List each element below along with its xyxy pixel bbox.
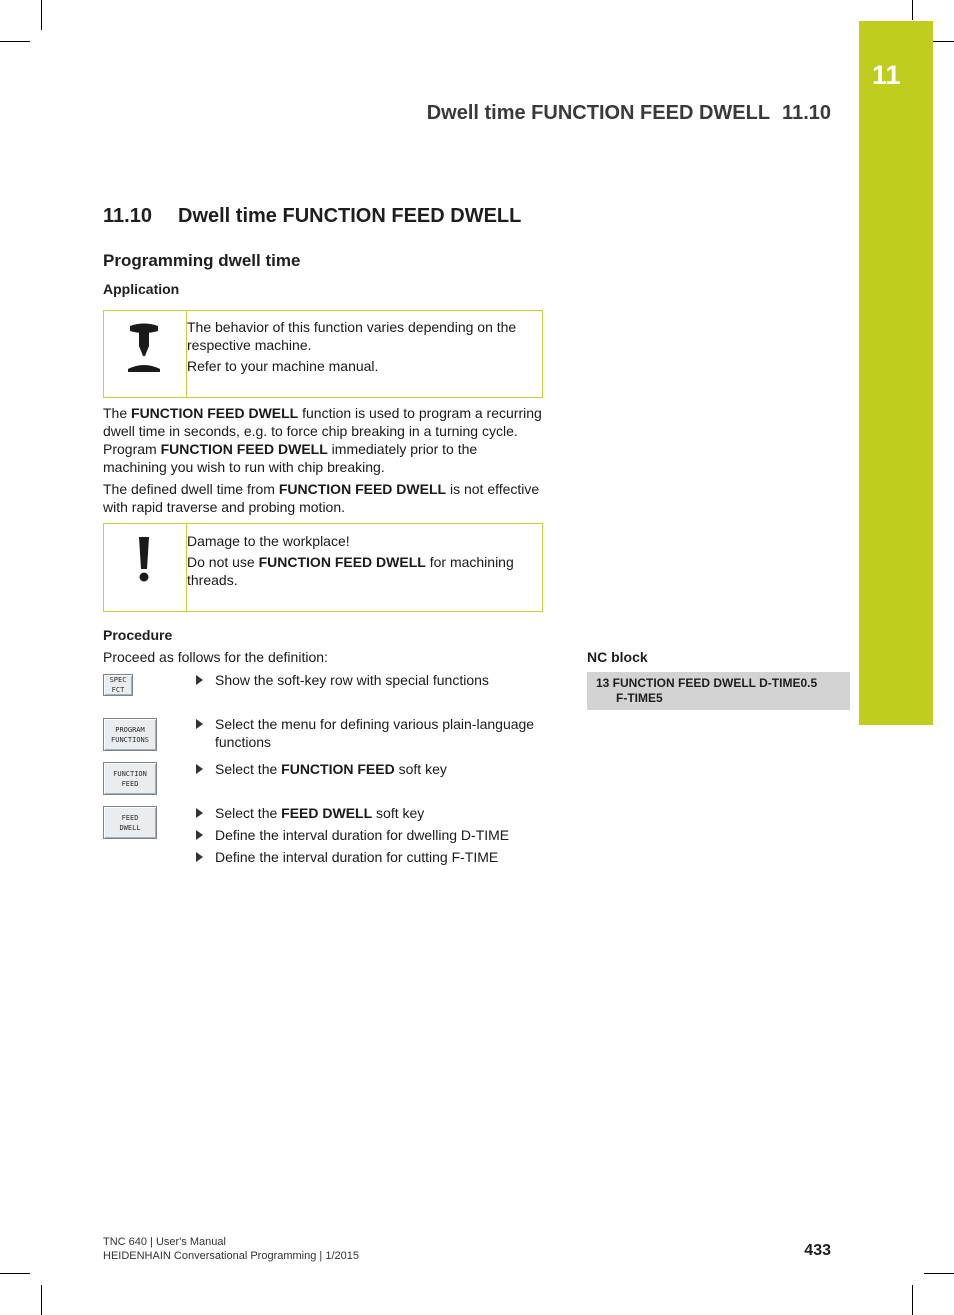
spec-fct-key[interactable]: SPEC FCT	[103, 674, 133, 696]
procedure-step	[103, 760, 553, 800]
arrow-bullet-icon	[196, 808, 203, 818]
list-item: Show the soft-key row with special functions	[196, 671, 556, 689]
arrow-bullet-icon	[196, 764, 203, 774]
crop-mark	[41, 1285, 42, 1315]
crop-mark	[912, 0, 913, 20]
crop-mark	[924, 1273, 954, 1274]
effect-paragraph: The defined dwell time from FUNCTION FEED DWELL is not effective with rapid traverse and probing motion.	[103, 481, 540, 515]
procedure-label: Procedure	[103, 627, 173, 643]
warning-line2: Do not use FUNCTION FEED DWELL for machining threads.	[187, 554, 514, 588]
function-feed-softkey[interactable]: FUNCTION FEED	[103, 762, 157, 795]
footer-line2: HEIDENHAIN Conversational Programming | 1/2015	[103, 1250, 359, 1262]
nc-line-2: F-TIME5	[616, 691, 663, 705]
procedure-intro: Proceed as follows for the definition:	[103, 649, 328, 665]
crop-mark	[912, 1285, 913, 1315]
machine-tool-icon	[124, 323, 164, 377]
section-title: Dwell time FUNCTION FEED DWELL	[178, 205, 522, 227]
footer	[103, 1235, 359, 1263]
description-paragraph: The FUNCTION FEED DWELL function is used to program a recurring dwell time in seconds, e.g. to force chip breaking in a turning cycle. Program FUNCTION FEED DWELL immediately prior to the machining you wish to run with chip breaking.	[103, 405, 542, 475]
list-item: Select the FEED DWELL soft key	[196, 804, 556, 822]
footer-line1: TNC 640 | User's Manual	[103, 1236, 226, 1248]
chapter-number: 11	[872, 60, 901, 90]
machine-note-line2: Refer to your machine manual.	[187, 358, 379, 374]
page-number: 433	[804, 1242, 831, 1259]
machine-note-line1: The behavior of this function varies depending on the respective machine.	[187, 319, 517, 353]
running-head	[427, 102, 831, 125]
running-head-title: Dwell time FUNCTION FEED DWELL	[426, 102, 771, 124]
procedure-step	[103, 804, 553, 874]
nc-block-label: NC block	[587, 649, 648, 665]
feed-dwell-softkey[interactable]: FEED DWELL	[103, 806, 157, 839]
section-number: 11.10	[103, 205, 152, 227]
running-head-section: 11.10	[782, 102, 831, 124]
list-item: Select the menu for defining various plain-language functions	[196, 715, 556, 751]
arrow-bullet-icon	[196, 719, 203, 729]
list-item: Define the interval duration for cutting F-TIME	[196, 848, 556, 866]
section-heading	[103, 205, 521, 228]
crop-mark	[0, 41, 30, 42]
crop-mark	[41, 0, 42, 30]
crop-mark	[0, 1273, 30, 1274]
procedure-step	[103, 671, 553, 701]
nc-line-1: 13 FUNCTION FEED DWELL D-TIME0.5	[596, 676, 818, 690]
exclamation-icon	[137, 535, 151, 585]
warning-line1: Damage to the workplace!	[187, 533, 350, 549]
arrow-bullet-icon	[196, 852, 203, 862]
list-item: Define the interval duration for dwelling D-TIME	[196, 826, 556, 844]
list-item: Select the FUNCTION FEED soft key	[196, 760, 556, 778]
subheading: Programming dwell time	[103, 251, 301, 270]
application-label: Application	[103, 281, 180, 297]
warning-note	[103, 523, 543, 612]
arrow-bullet-icon	[196, 830, 203, 840]
arrow-bullet-icon	[196, 675, 203, 685]
chapter-tab	[859, 21, 933, 725]
nc-block-code	[587, 672, 850, 710]
program-functions-softkey[interactable]: PROGRAM FUNCTIONS	[103, 718, 157, 751]
machine-note	[103, 310, 543, 398]
procedure-step	[103, 715, 553, 755]
